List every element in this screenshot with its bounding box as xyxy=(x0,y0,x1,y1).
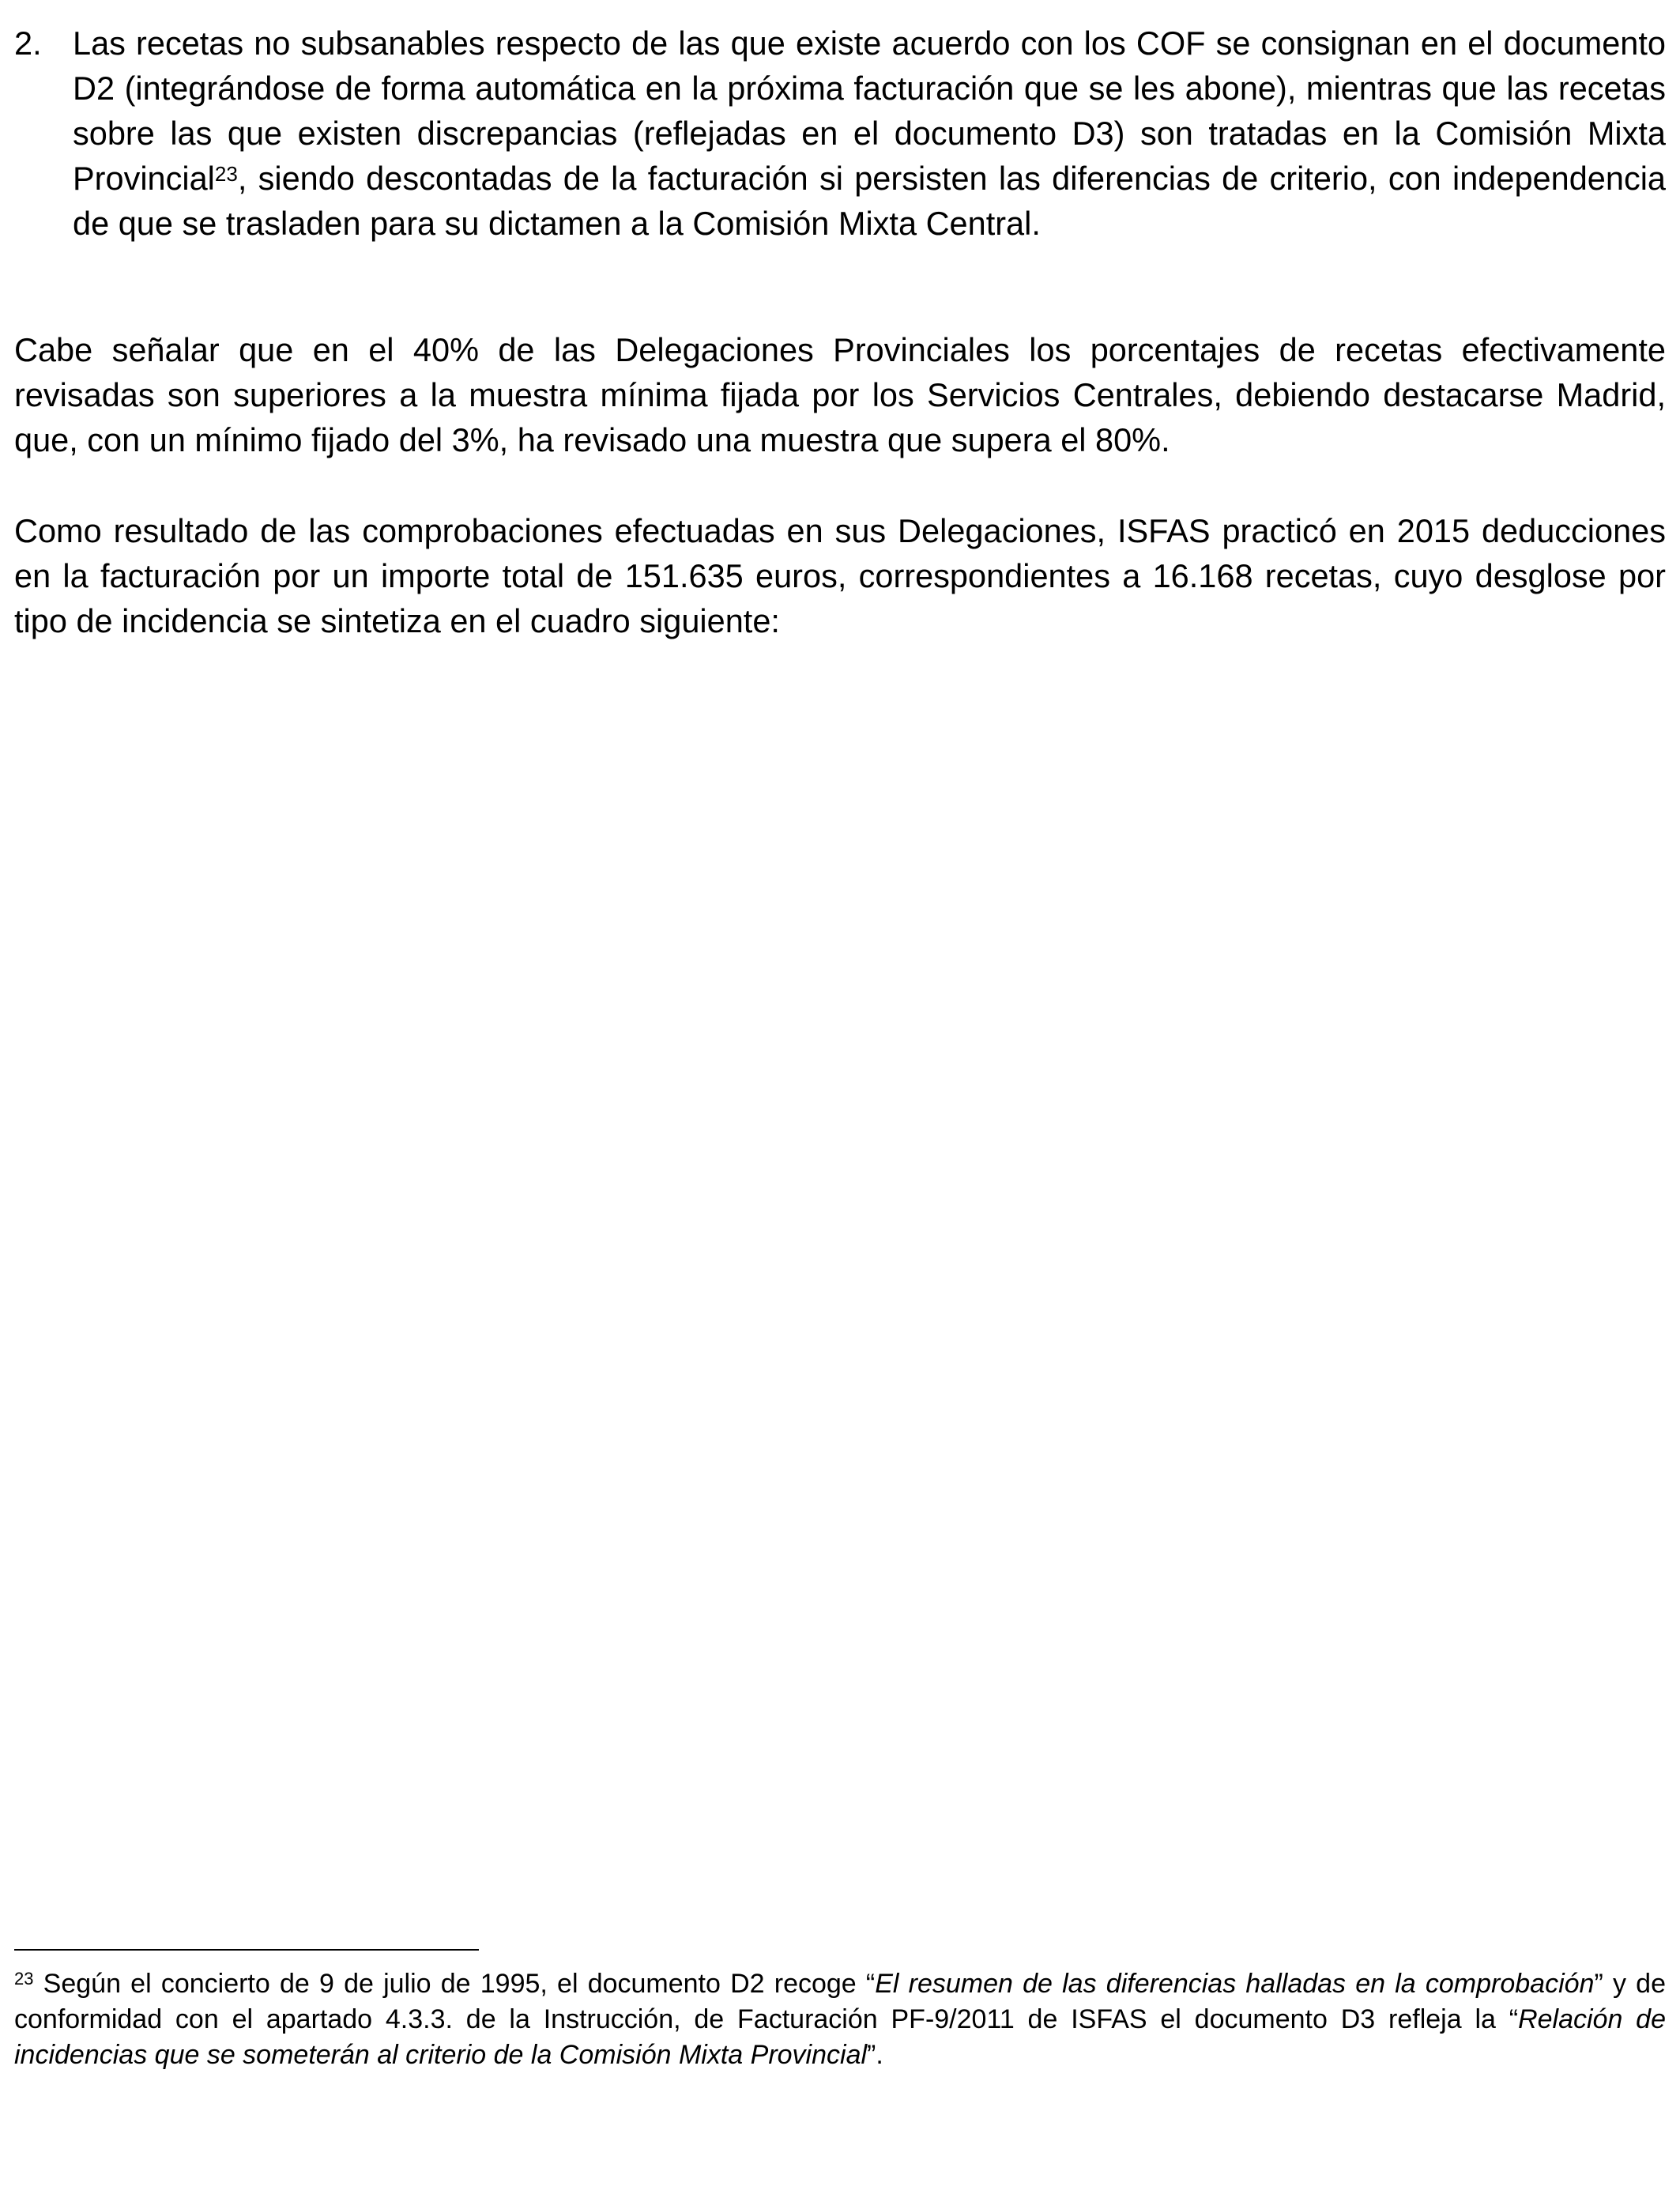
list-item-text-part-2: , siendo descontadas de la facturación si persisten las diferencias de criterio, con independencia de que se trasladen para su dictamen a la Comisión Mixta Central. xyxy=(73,160,1666,242)
list-marker: 2. xyxy=(14,25,42,62)
footnote-text-3: ”. xyxy=(867,2040,883,2070)
list-item-text-part-1: Las recetas no subsanables respecto de las que existe acuerdo con los COF se consignan en el documento D2 (integrándose de forma automática en la próxima facturación que se les abone), mientras que las recetas sobre las que existen discrepancias (reflejadas en el documento D3) son tratadas en la Comisión Mixta Provincial xyxy=(73,25,1666,197)
footnote-number: 23 xyxy=(14,1968,34,1989)
paragraph-deductions: Como resultado de las comprobaciones efectuadas en sus Delegaciones, ISFAS practicó en 2015 deducciones en la facturación por un importe total de 151.635 euros, correspondientes a 16.168 recetas, cuyo desglose por tipo de incidencia se sintetiza en el cuadro siguiente: xyxy=(14,512,1666,639)
footnote xyxy=(14,1966,1666,2073)
footnote-quote-2: Relación de incidencias que se someterán al criterio de la Comisión Mixta Provincial xyxy=(14,2004,1667,2070)
footnote-text-1: Según el concierto de 9 de julio de 1995, el documento D2 recoge “ xyxy=(33,1969,876,1999)
footnote-text-2: ” y de conformidad con el apartado 4.3.3. de la Instrucción, de Facturación PF-9/2011 de ISFAS el documento D3 refleja la “ xyxy=(14,1969,1666,2034)
list-item-text xyxy=(73,21,1666,246)
footnote-quote-1: El resumen de las diferencias halladas en la comprobación xyxy=(875,1969,1595,1999)
footnote-separator xyxy=(14,1949,479,1951)
numbered-list-item xyxy=(14,21,1666,246)
footnote-reference[interactable]: 23 xyxy=(214,162,238,187)
paragraph-delegations: Cabe señalar que en el 40% de las Delegaciones Provinciales los porcentajes de recetas efectivamente revisadas son superiores a la muestra mínima fijada por los Servicios Centrales, debiendo destacarse Madrid, que, con un mínimo fijado del 3%, ha revisado una muestra que supera el 80%. xyxy=(14,331,1666,458)
